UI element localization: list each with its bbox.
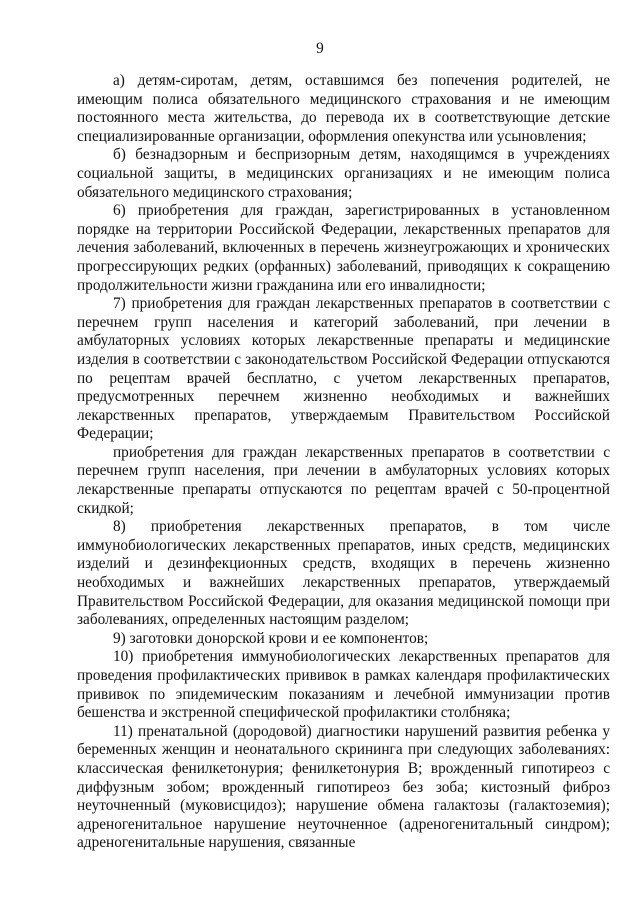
paragraph-discount-prescriptions: приобретения для граждан лекарственных препаратов в соответствии с перечнем групп населения, при лечении в амбулаторных условиях которых лекарственные препараты отпускаются по рецептам врачей с 50-процентной скидкой; (77, 443, 610, 517)
document-body (77, 72, 610, 853)
paragraph-11-prenatal-diagnostics: 11) пренатальной (дородовой) диагностики нарушений развития ребенка у беременных женщин и неонатального скрининга при следующих заболеваниях: классическая фенилкетонурия; фенилкетонурия В; врожденный гипотиреоз с диффузным зобом; врожденный гипотиреоз без зоба; кистозный фиброз неуточненный (муковисцидоз); нарушение обмена галактозы (галактоземия); адреногенитальное нарушение неуточненное (адреногенитальный синдром); адреногенитальные нарушения, связанные (77, 722, 610, 852)
paragraph-10-immunization: 10) приобретения иммунобиологических лекарственных препаратов для проведения профилактических прививок в рамках календаря профилактических прививок по эпидемическим показаниям и лечебной иммунизации против бешенства и экстренной специфической профилактики столбняка; (77, 648, 610, 722)
paragraph-b-homeless-children: б) безнадзорным и беспризорным детям, находящимся в учреждениях социальной защиты, в медицинских организациях и не имеющим полиса обязательного медицинского страхования; (77, 146, 610, 201)
paragraph-7-free-prescriptions: 7) приобретения для граждан лекарственных препаратов в соответствии с перечнем групп населения и категорий заболеваний, при лечении в амбулаторных условиях которых лекарственные препараты и медицинские изделия в соответствии с законодательством Российской Федерации отпускаются по рецептам врачей бесплатно, с учетом лекарственных препаратов, предусмотренных перечнем жизненно необходимых и важнейших лекарственных препаратов, утверждаемым Правительством Российской Федерации; (77, 295, 610, 443)
paragraph-8-medicines: 8) приобретения лекарственных препаратов, в том числе иммунобиологических лекарственных препаратов, иных средств, медицинских изделий и дезинфекционных средств, входящих в перечень жизненно необходимых и важнейших лекарственных препаратов, утверждаемый Правительством Российской Федерации, для оказания медицинской помощи при заболеваниях, определенных настоящим разделом; (77, 518, 610, 629)
paragraph-6-orphan-diseases: 6) приобретения для граждан, зарегистрированных в установленном порядке на территории Российской Федерации, лекарственных препаратов для лечения заболеваний, включенных в перечень жизнеугрожающих и хронических прогрессирующих редких (орфанных) заболеваний, приводящих к сокращению продолжительности жизни гражданина или его инвалидности; (77, 202, 610, 294)
page-number: 9 (316, 40, 324, 57)
paragraph-a-orphans: а) детям-сиротам, детям, оставшимся без попечения родителей, не имеющим полиса обязательного медицинского страхования и не имеющим постоянного места жительства, до перевода их в соответствующие детские специализированные организации, оформления опекунства или усыновления; (77, 72, 610, 145)
paragraph-9-donor-blood: 9) заготовки донорской крови и ее компонентов; (113, 629, 429, 647)
